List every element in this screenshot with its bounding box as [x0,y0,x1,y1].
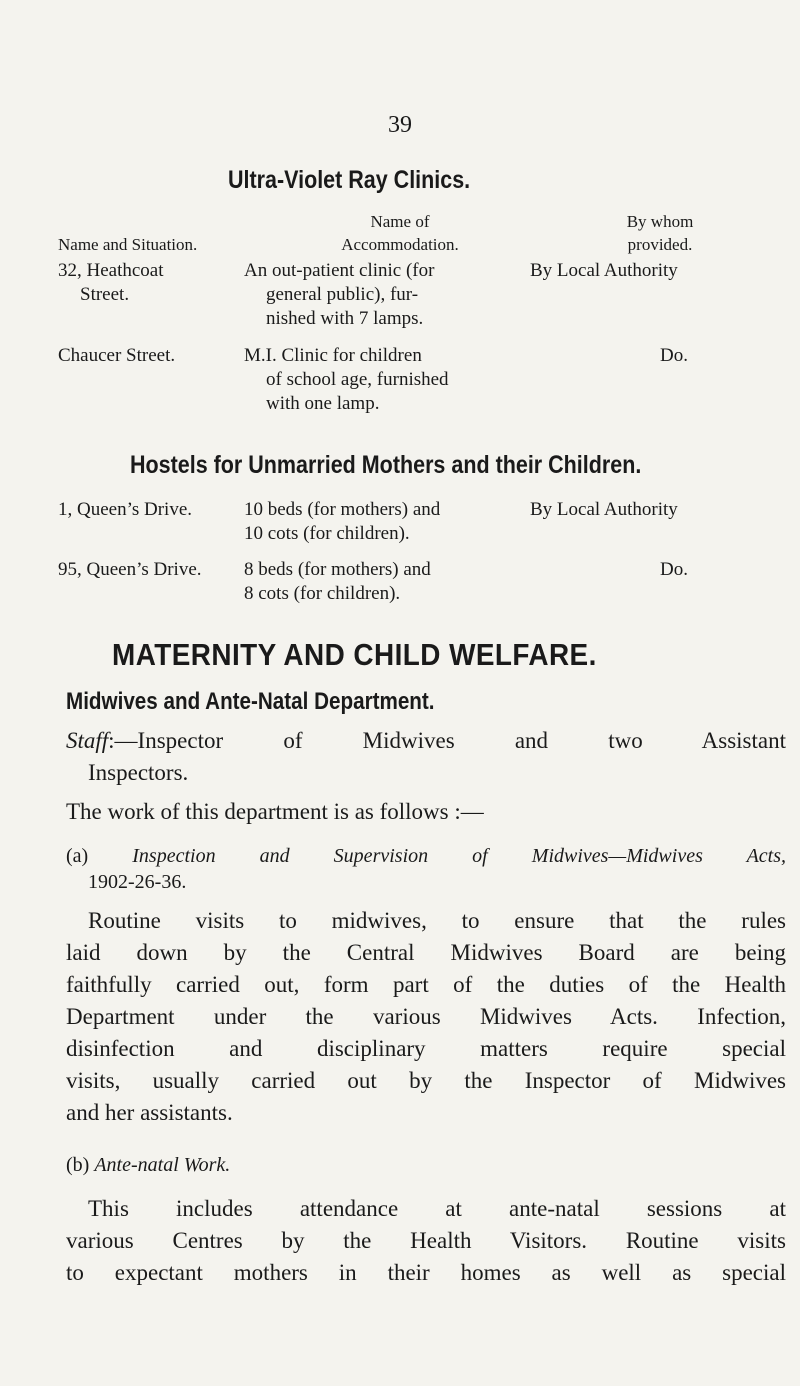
section-b-heading [66,1152,230,1178]
staff-text: :—Inspector of Midwives and two Assistant [108,728,786,753]
header-accommodation-line: Accommodation. [341,235,459,254]
uv-row-name-line: 32, Heathcoat [58,260,164,281]
department-title: Midwives and Ante-Natal Department. [66,688,435,715]
paragraph-a-line: visits, usually carried out by the Inspector of Midwives [66,1068,786,1093]
uv-row-accommodation-line: An out-patient clinic (for [244,260,435,281]
paragraph-a [66,905,786,1129]
uv-row-accommodation-line: of school age, furnished [266,369,449,390]
uv-row-accommodation [244,344,449,416]
section-a-heading [66,843,786,895]
header-provider-line: provided. [627,235,693,254]
hostel-row-accommodation-line: 8 cots (for children). [244,583,401,604]
paragraph-b-line: This includes attendance at ante-natal sessions at [88,1196,786,1221]
maternity-title: MATERNITY AND CHILD WELFARE. [112,637,597,672]
paragraph-b-line: various Centres by the Health Visitors. Routine visits [66,1228,786,1253]
paragraph-a-line: laid down by the Central Midwives Board are being [66,940,786,965]
hostel-row-name: 1, Queen’s Drive. [58,499,193,520]
section-a-title: Inspection and Supervision of Midwives—Midwives Acts, [132,845,786,867]
staff-label: Staff [66,728,109,753]
page-number: 39 [388,112,412,138]
intro-text: The work of this department is as follows :— [66,799,484,824]
header-provider-line: By whom [626,212,694,231]
uv-row-accommodation-line: general public), fur- [266,284,419,305]
hostels-title: Hostels for Unmarried Mothers and their Children. [130,451,642,479]
paragraph-a-line: Routine visits to midwives, to ensure that the rules [88,908,786,933]
hostel-row-accommodation-line: 10 beds (for mothers) and [244,499,441,520]
hostel-row-provider: Do. [660,559,688,580]
uv-row-accommodation-line: with one lamp. [266,393,380,414]
header-accommodation-line: Name of [370,212,430,231]
section-b-title: Ante-natal Work. [94,1154,231,1176]
uv-clinics-title: Ultra-Violet Ray Clinics. [228,166,471,194]
section-b-label: (b) [66,1154,90,1176]
section-a-label: (a) [66,845,89,867]
hostel-row-accommodation-line: 10 cots (for children). [244,523,410,544]
uv-row-accommodation-line: M.I. Clinic for children [244,345,422,366]
hostel-row-name: 95, Queen’s Drive. [58,559,202,580]
uv-row-provider: By Local Authority [530,260,678,281]
uv-row-accommodation [244,259,434,331]
uv-row-name: Chaucer Street. [58,345,176,366]
paragraph-a-line: and her assistants. [66,1100,233,1125]
uv-row-accommodation-line: nished with 7 lamps. [266,308,424,329]
staff-text-line: Inspectors. [88,760,189,785]
paragraph-b-line: to expectant mothers in their homes as well as special [66,1260,786,1285]
paragraph-b [66,1193,786,1289]
section-a-years: 1902-26-36. [88,871,187,893]
hostel-row-accommodation [244,498,440,546]
hostel-row-accommodation-line: 8 beds (for mothers) and [244,559,431,580]
uv-row-provider: Do. [660,345,688,366]
paragraph-a-line: disinfection and disciplinary matters require special [66,1036,786,1061]
header-name-situation: Name and Situation. [58,235,198,254]
header-accommodation [300,210,500,256]
paragraph-a-line: faithfully carried out, form part of the duties of the Health [66,972,786,997]
uv-row-name [58,259,164,307]
header-provider [590,210,730,256]
uv-row-name-line: Street. [80,284,130,305]
hostel-row-accommodation [244,558,431,606]
staff-paragraph [66,725,786,789]
paragraph-a-line: Department under the various Midwives Acts. Infection, [66,1004,786,1029]
hostel-row-provider: By Local Authority [530,499,678,520]
